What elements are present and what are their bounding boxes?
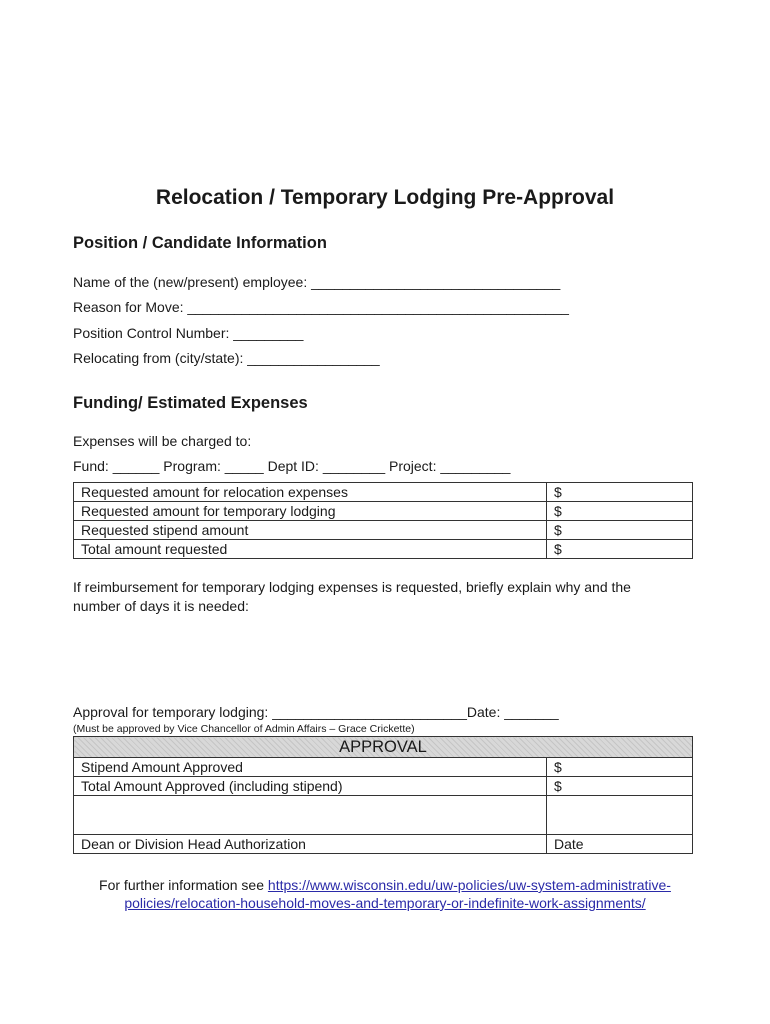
expense-label: Requested amount for temporary lodging <box>74 502 547 521</box>
position-control-number-field: Position Control Number: _________ <box>73 325 304 341</box>
section-heading-position: Position / Candidate Information <box>73 234 327 252</box>
approval-label: Total Amount Approved (including stipend) <box>74 777 547 796</box>
expense-value: $ <box>547 483 693 502</box>
page-title: Relocation / Temporary Lodging Pre-Approval <box>155 186 615 209</box>
table-row <box>74 758 693 777</box>
approval-header: APPROVAL <box>74 737 693 758</box>
approval-header-row <box>74 737 693 758</box>
expense-label: Requested amount for relocation expenses <box>74 483 547 502</box>
footer-prefix: For further information see <box>99 877 268 893</box>
approval-table <box>73 736 693 854</box>
table-row <box>74 777 693 796</box>
policy-link-part2[interactable]: policies/relocation-household-moves-and-temporary-or-indefinite-work-assignments/ <box>124 895 646 911</box>
footer-info <box>0 876 770 912</box>
dean-authorization-label: Dean or Division Head Authorization <box>74 835 547 854</box>
reason-for-move-field: Reason for Move: _________________________________________________ <box>73 299 569 315</box>
signature-space <box>74 796 547 835</box>
employee-name-field: Name of the (new/present) employee: ________________________________ <box>73 274 561 290</box>
approval-value: $ <box>547 777 693 796</box>
footer-line2 <box>0 894 770 912</box>
policy-link-part1[interactable]: https://www.wisconsin.edu/uw-policies/uw-system-administrative- <box>267 877 671 893</box>
expenses-table <box>73 482 693 559</box>
explain-text-line1: If reimbursement for temporary lodging expenses is requested, briefly explain why and the <box>73 579 631 595</box>
approval-label: Stipend Amount Approved <box>74 758 547 777</box>
approval-note: (Must be approved by Vice Chancellor of Admin Affairs – Grace Crickette) <box>73 723 415 735</box>
table-row <box>74 483 693 502</box>
explain-text-line2: number of days it is needed: <box>73 598 249 614</box>
approval-lodging-line: Approval for temporary lodging: _________________________Date: _______ <box>73 704 559 720</box>
table-row <box>74 521 693 540</box>
table-row <box>74 540 693 559</box>
signature-space-row <box>74 796 693 835</box>
expense-value: $ <box>547 521 693 540</box>
expenses-charged-label: Expenses will be charged to: <box>73 433 252 449</box>
table-row <box>74 835 693 854</box>
date-label: Date <box>547 835 693 854</box>
expense-label: Total amount requested <box>74 540 547 559</box>
approval-value: $ <box>547 758 693 777</box>
relocating-from-field: Relocating from (city/state): _________________ <box>73 350 380 366</box>
expense-value: $ <box>547 502 693 521</box>
table-row <box>74 502 693 521</box>
expense-label: Requested stipend amount <box>74 521 547 540</box>
funding-codes-line: Fund: ______ Program: _____ Dept ID: ________ Project: _________ <box>73 458 511 474</box>
date-space <box>547 796 693 835</box>
section-heading-funding: Funding/ Estimated Expenses <box>73 394 308 412</box>
expense-value: $ <box>547 540 693 559</box>
footer-line1 <box>0 876 770 894</box>
